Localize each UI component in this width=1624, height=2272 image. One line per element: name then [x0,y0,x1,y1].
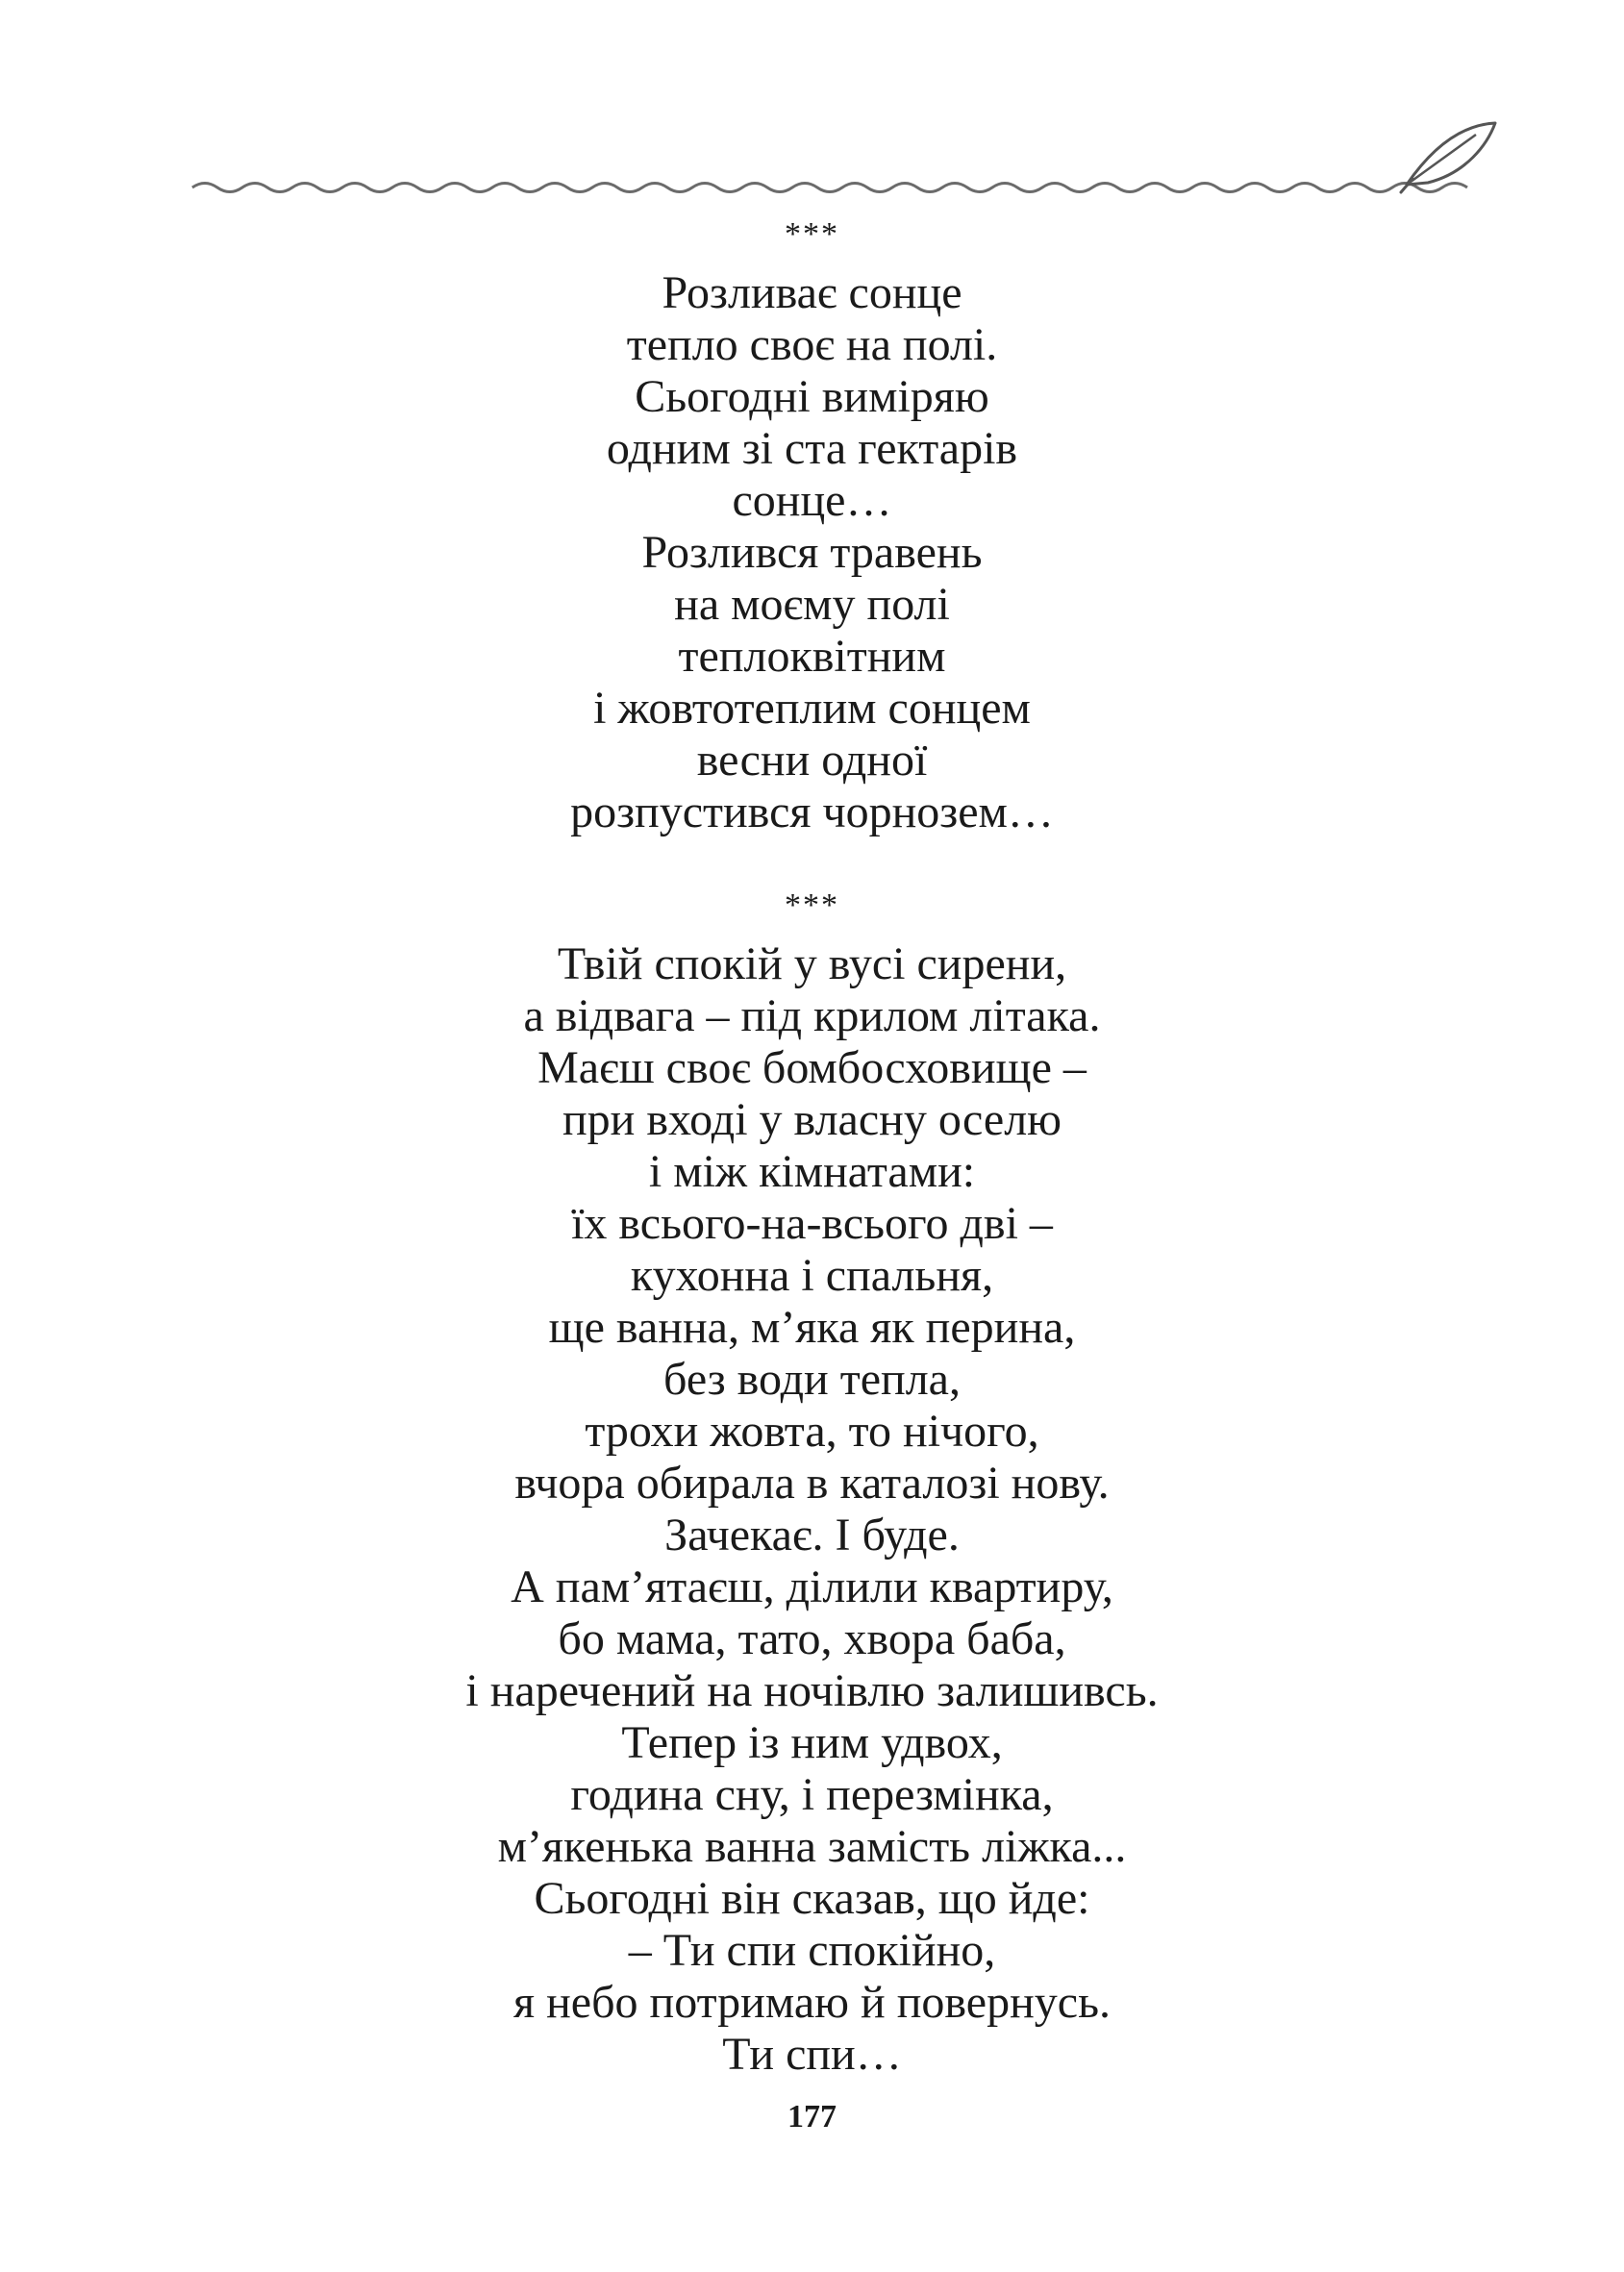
poem-line: Розливає сонце [662,267,962,318]
poem-line: Ти спи… [722,2029,902,2080]
poem-line: кухонна і спальня, [630,1250,994,1301]
poem-line: Маєш своє бомбосховище – [537,1042,1087,1093]
poem-line: Твій спокій у вусі сирени, [557,938,1067,989]
poem-line: – Ти спи спокійно, [628,1925,996,1976]
poem-line: а відвага – під крилом літака. [523,990,1101,1041]
feather-quill-icon [1401,123,1495,192]
poem-line: весни одної [696,735,928,786]
poem-line: розпустився чорнозем… [570,786,1054,837]
poem-2 [0,885,1624,2081]
poem-line: ще ванна, м’яка як перина, [548,1302,1076,1353]
poem-separator: *** [785,216,839,252]
poem-line: Розлився травень [641,527,983,578]
poem-line: на моєму полі [674,579,950,630]
poem-line: м’якенька ванна замість ліжка... [497,1821,1127,1872]
poem-line: сонце… [732,475,892,526]
poem-line: при вході у власну оселю [562,1094,1062,1145]
poem-line: і наречений на ночівлю залишивсь. [465,1665,1159,1716]
poem-line: я небо потримаю й повернусь. [513,1977,1111,2028]
poem-line: Сьогодні він сказав, що йде: [534,1873,1090,1924]
poem-line: година сну, і перезмінка, [570,1769,1054,1820]
poem-line: бо мама, тато, хвора баба, [558,1613,1066,1664]
poem-separator: *** [785,887,839,923]
poem-line: і між кімнатами: [648,1146,976,1197]
poem-line: їх всього-на-всього дві – [571,1198,1053,1249]
wavy-line [192,184,1467,192]
poem-line: Сьогодні виміряю [635,371,989,422]
poem-line: вчора обирала в каталозі нову. [514,1458,1110,1509]
poem-line: Тепер із ним удвох, [621,1717,1003,1768]
poem-line: теплоквітним [678,631,946,682]
poem-line: трохи жовта, то нічого, [585,1406,1039,1457]
poem-line: тепло своє на полі. [626,319,998,370]
poem-1 [0,213,1624,838]
poem-line: Зачекає. І буде. [664,1510,960,1560]
header-ornament [187,115,1505,212]
poem-line: одним зі ста гектарів [606,423,1018,474]
page-number: 177 [787,2099,837,2135]
poem-line: без води тепла, [663,1354,961,1405]
poem-line: і жовтотеплим сонцем [593,683,1031,734]
poem-line: А пам’ятаєш, ділили квартиру, [511,1561,1113,1612]
